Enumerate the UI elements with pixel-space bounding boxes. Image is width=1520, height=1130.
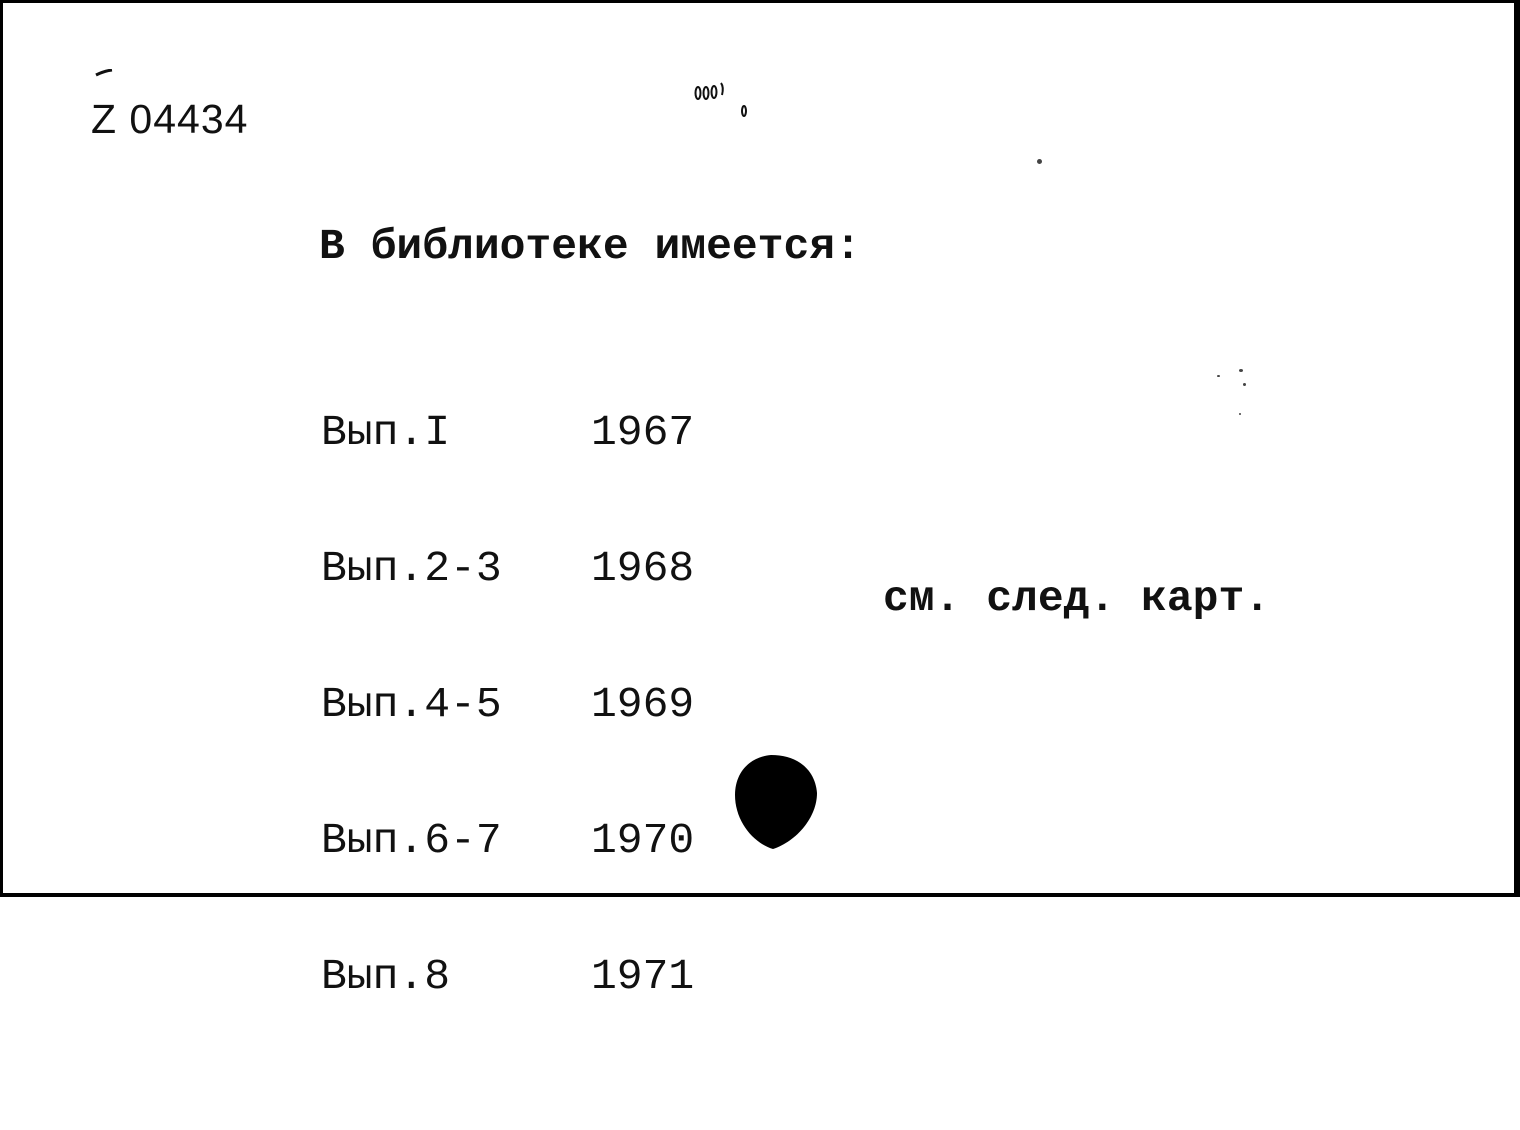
holding-row (321, 816, 695, 869)
holding-year: 1969 (591, 680, 695, 729)
holding-year: 1967 (591, 408, 695, 457)
holding-row (321, 680, 695, 733)
continuation-note: см. след. карт. (883, 574, 1271, 623)
ink-speck (1239, 413, 1241, 415)
holding-issue: Вып.I (321, 408, 451, 457)
holding-year: 1970 (591, 816, 695, 865)
holdings-heading: В библиотеке имеется: (319, 222, 861, 271)
ink-speck (1243, 383, 1246, 386)
holding-issue: Вып.4-5 (321, 680, 502, 729)
ink-speck (1217, 375, 1220, 377)
punch-hole (731, 751, 821, 853)
call-number-mark (95, 69, 113, 79)
holding-year: 1968 (591, 544, 695, 593)
ink-speck (1037, 159, 1042, 164)
holding-issue: Вып.6-7 (321, 816, 502, 865)
holding-issue: Вып.2-3 (321, 544, 502, 593)
holding-row (321, 544, 695, 597)
holding-row (321, 408, 695, 461)
holding-row (321, 952, 695, 1005)
holdings-list (321, 325, 695, 1091)
call-number: Z 04434 (91, 96, 249, 142)
holding-year: 1971 (591, 952, 695, 1001)
ink-speck (1239, 369, 1243, 372)
stamp-mark (693, 81, 757, 121)
holding-issue: Вып.8 (321, 952, 451, 1001)
